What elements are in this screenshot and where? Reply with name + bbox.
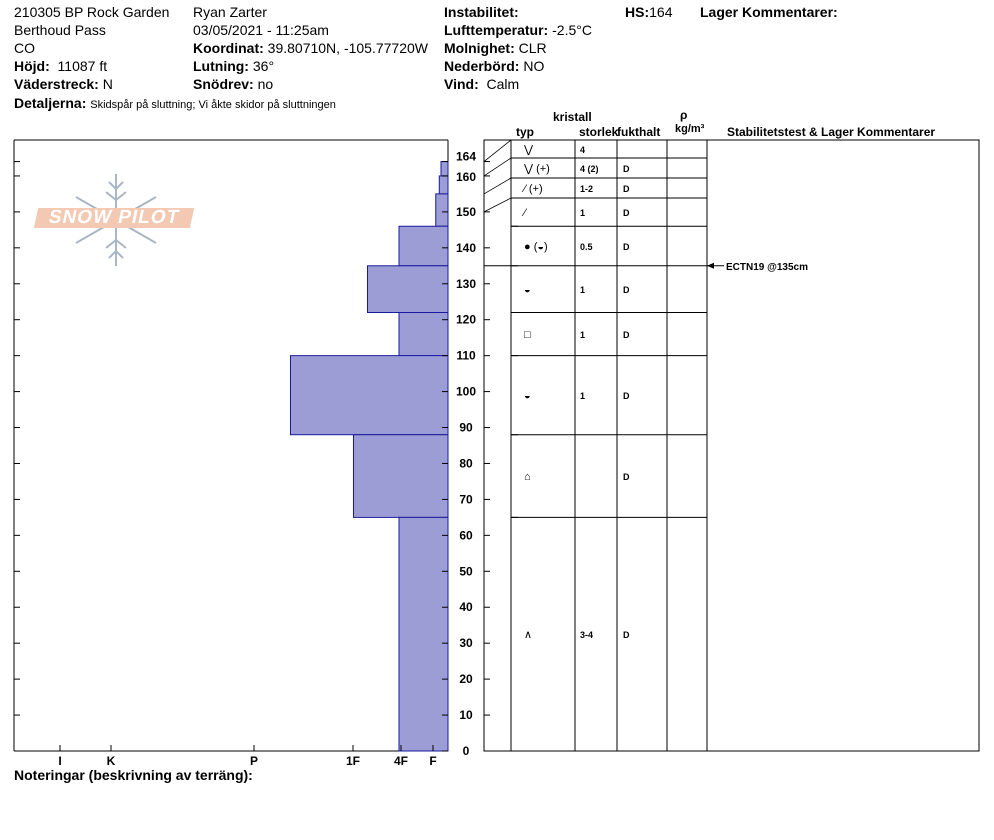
grain-type-9: ∧ [524, 629, 533, 642]
connector-3 [484, 198, 511, 212]
height-label-16: 160 [455, 169, 477, 184]
moisture-4: D [623, 242, 630, 253]
grain-type-4: ● (◒) [524, 241, 548, 254]
state: CO [14, 40, 35, 56]
drift-value: no [257, 76, 274, 92]
grain-type-5: ◒ [524, 284, 531, 297]
grain-size-6: 1 [580, 330, 586, 341]
site-name: 210305 BP Rock Garden [14, 4, 170, 20]
moisture-8: D [623, 472, 630, 483]
height-label-12: 120 [455, 312, 477, 327]
hardness-label-1: K [106, 754, 116, 768]
grain-type-0: ⋁ [524, 144, 534, 156]
snowpilot-logo-text: SNOW PILOT [34, 208, 194, 228]
grain-type-1: ⋁ (+) [524, 163, 550, 175]
stability-test-label-0: ECTN19 @135cm [726, 261, 809, 273]
details-label: Detaljerna: [14, 95, 87, 111]
grain-type-6: □ [524, 329, 531, 342]
height-label-4: 40 [459, 600, 473, 615]
height-label-17: 164 [455, 149, 477, 164]
grain-type-7: ◒ [524, 390, 531, 403]
grain-type-8: ⌂ [524, 471, 531, 484]
coord-value: 39.80710N, -105.77720W [267, 40, 428, 56]
height-label-9: 90 [459, 420, 473, 435]
notes-label: Noteringar (beskrivning av terräng): [14, 767, 253, 783]
moisture-2: D [623, 184, 630, 194]
elevation-value: 11087 ft [57, 58, 108, 74]
grain-type-2: ⁄ (+) [524, 183, 543, 195]
slope-value: 36° [252, 58, 275, 74]
sky-value: CLR [518, 40, 547, 56]
aspect-value: N [102, 76, 113, 92]
size-header: storlek [579, 125, 619, 139]
height-label-6: 60 [459, 528, 473, 543]
sky-label: Molnighet: [444, 40, 515, 56]
crystal-header: kristall [553, 110, 592, 124]
height-label-5: 50 [459, 564, 473, 579]
elevation-label: Höjd: [14, 58, 50, 74]
rho-header: ρ [680, 108, 688, 122]
details-value: Skidspår på sluttning; Vi åkte skidor på sluttningen [90, 99, 336, 111]
hardness-label-2: P [249, 754, 259, 768]
density-unit-header: kg/m³ [675, 123, 705, 135]
hardness-label-4: 4F [393, 754, 409, 768]
height-label-1: 10 [459, 708, 473, 723]
height-label-3: 30 [459, 636, 473, 651]
height-label-10: 100 [455, 384, 477, 399]
connector-1 [484, 158, 511, 176]
coord-label: Koordinat: [193, 40, 264, 56]
grain-type-3: ⁄ [524, 207, 526, 220]
slope-label: Lutning: [193, 58, 249, 74]
moisture-7: D [623, 391, 630, 402]
layer-table-border [484, 140, 979, 751]
stability-header: Stabilitetstest & Lager Kommentarer [727, 125, 936, 139]
grain-size-5: 1 [580, 285, 586, 296]
moisture-3: D [623, 208, 630, 219]
moisture-9: D [623, 630, 630, 641]
hardness-label-3: 1F [345, 754, 361, 768]
height-label-14: 140 [455, 240, 477, 255]
grain-size-3: 1 [580, 208, 586, 219]
datetime: 03/05/2021 - 11:25am [193, 22, 329, 38]
instability-label: Instabilitet: [444, 4, 519, 20]
hs-label: HS: [625, 4, 650, 20]
wind-value: Calm [486, 76, 520, 92]
grain-size-4: 0.5 [580, 242, 593, 253]
height-label-8: 80 [459, 456, 473, 471]
height-label-15: 150 [455, 204, 477, 219]
airtemp-value: -2.5°C [552, 22, 592, 38]
precip-label: Nederbörd: [444, 58, 520, 74]
drift-label: Snödrev: [193, 76, 254, 92]
moisture-1: D [623, 164, 630, 174]
hardness-label-0: I [58, 754, 62, 768]
observer: Ryan Zarter [193, 4, 267, 20]
stability-arrow-head-0 [707, 263, 714, 269]
height-label-2: 20 [459, 672, 473, 687]
hs-value: 164 [649, 4, 673, 20]
layer-comments-label: Lager Kommentarer: [700, 4, 838, 20]
height-label-0: 0 [462, 744, 470, 758]
location: Berthoud Pass [14, 22, 106, 38]
connector-0 [484, 140, 511, 162]
grain-size-9: 3-4 [580, 630, 594, 641]
precip-value: NO [523, 58, 545, 74]
wind-label: Vind: [444, 76, 479, 92]
height-label-11: 110 [456, 348, 476, 363]
height-label-7: 70 [459, 492, 473, 507]
grain-size-2: 1-2 [580, 184, 594, 194]
connector-2 [484, 178, 511, 194]
grain-size-0: 4 [580, 145, 586, 155]
type-header: typ [516, 125, 534, 139]
grain-size-1: 4 (2) [580, 164, 599, 174]
moisture-6: D [623, 330, 630, 341]
grain-size-7: 1 [580, 391, 586, 402]
height-label-13: 130 [455, 276, 477, 291]
aspect-label: Väderstreck: [14, 76, 99, 92]
moisture-header: fukthalt [617, 125, 661, 139]
airtemp-label: Lufttemperatur: [444, 22, 549, 38]
moisture-5: D [623, 285, 630, 296]
hardness-label-5: F [429, 754, 437, 768]
